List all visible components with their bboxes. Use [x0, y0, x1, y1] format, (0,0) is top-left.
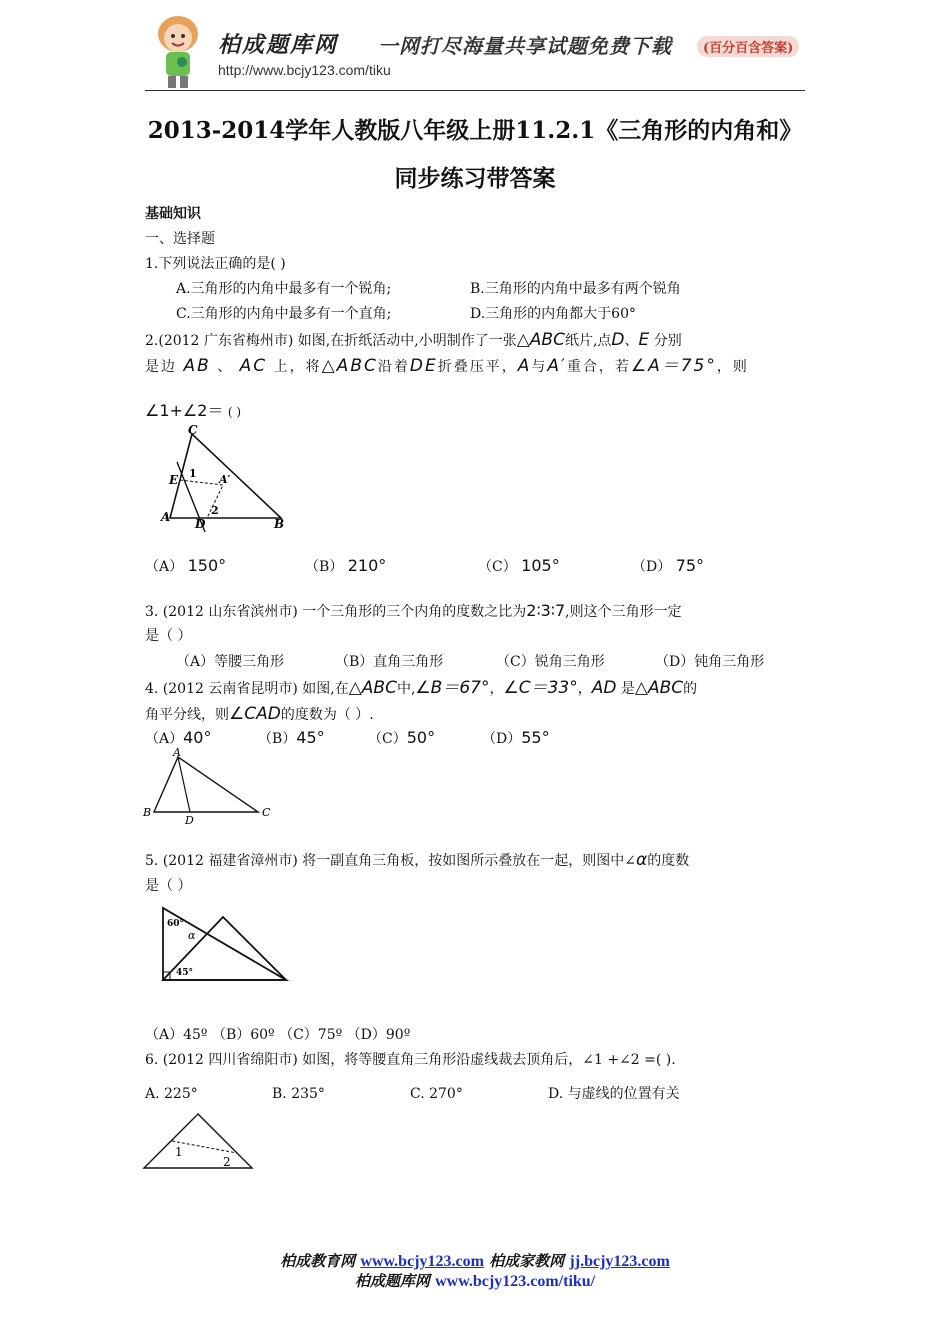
- q3-option-c: （C）锐角三角形: [496, 654, 605, 670]
- q4-option-c: [368, 728, 435, 749]
- q4-triangle: △ABC: [348, 678, 397, 698]
- q3-option-d: （D）钝角三角形: [655, 654, 765, 670]
- footer-link-tiku[interactable]: www.bcjy123.com/tiku/: [435, 1273, 596, 1290]
- q2-point-a-prime: A′: [547, 356, 567, 376]
- q5-text: 的度数: [647, 853, 690, 869]
- q2-line1: [145, 330, 682, 351]
- q4-text: 角平分线，则: [145, 707, 229, 723]
- q5-alpha: α: [636, 850, 648, 870]
- site-logo-mascot: [148, 10, 210, 90]
- q4-figure: [140, 745, 280, 827]
- q2-side-ab: AB: [183, 356, 211, 376]
- q3-ratio: 2∶3∶7: [526, 601, 566, 620]
- q5-fig-label-45: 45°: [176, 968, 194, 978]
- section-name: 基础知识: [145, 206, 201, 222]
- section-part: 一、选择题: [145, 231, 215, 247]
- q2-text: 沿着: [377, 359, 410, 375]
- q2-option-label: （C）: [478, 559, 517, 575]
- q2-text: 纸片,点: [564, 333, 612, 349]
- q4-angle-b: ∠B＝67°: [415, 678, 490, 698]
- q2-text: 上，将: [273, 359, 322, 375]
- q2-fig-label-e: E: [169, 473, 179, 487]
- q5-text: 5. (2012 福建省漳州市) 将一副直角三角板，按如图所示叠放在一起，则图中∠: [145, 853, 636, 869]
- q2-fig-label-1: 1: [189, 467, 197, 480]
- q4-option-label: （D）: [482, 731, 522, 747]
- footer-label: 柏成教育网: [280, 1252, 356, 1270]
- q4-option-label: （B）: [258, 731, 297, 747]
- q2-option-b: [305, 556, 386, 577]
- q6-figure-triangle: [144, 1114, 252, 1168]
- header-url[interactable]: http://www.bcjy123.com/tiku: [218, 62, 391, 78]
- footer-line2: [0, 1270, 950, 1291]
- q2-angle-a: ∠A＝75°: [630, 356, 717, 376]
- q2-fig-label-d: D: [195, 517, 206, 531]
- q6-figure: [140, 1110, 258, 1172]
- q1-option-b: B.三角形的内角中最多有两个锐角: [470, 281, 681, 297]
- q5-fig-label-alpha: α: [188, 929, 196, 942]
- q2-text: 、: [624, 333, 639, 349]
- q2-option-label: （D）: [632, 559, 672, 575]
- header-tag: (百分百含答案): [697, 36, 799, 57]
- q2-text: ，则: [716, 359, 749, 375]
- q3-line1: [145, 601, 682, 622]
- q4-option-value: 45°: [296, 728, 325, 747]
- q6-option-d: D. 与虚线的位置有关: [548, 1086, 680, 1102]
- q3-text: 3. (2012 山东省滨州市) 一个三角形的三个内角的度数之比为: [145, 604, 527, 620]
- q4-triangle: △ABC: [634, 678, 684, 698]
- q2-text: 、: [217, 359, 234, 375]
- footer-label: 柏成题库网: [354, 1272, 430, 1290]
- q4-angle-c: ∠C＝33°: [503, 678, 578, 698]
- q2-text: 是边: [145, 359, 177, 375]
- q4-line2: [145, 704, 374, 725]
- q5-options: （A）45º （B）60º （C）75º （D）90º: [145, 1027, 411, 1043]
- q2-text: 2.(2012 广东省梅州市) 如图,在折纸活动中,小明制作了一张: [145, 333, 517, 349]
- footer-link-tutor[interactable]: jj.bcjy123.com: [569, 1253, 670, 1270]
- page-title-line2: 同步练习带答案: [394, 165, 556, 192]
- q2-option-label: （B）: [305, 559, 344, 575]
- q6-fig-label-1: 1: [175, 1145, 183, 1159]
- q4-angle-cad: ∠CAD: [229, 704, 281, 724]
- q2-text: 折叠压平，: [437, 359, 518, 375]
- q4-figure-triangle: [154, 757, 258, 812]
- q4-fig-label-a: A: [173, 746, 181, 759]
- q5-fig-label-60: 60°: [167, 919, 185, 929]
- q5-line2: 是（ ）: [145, 878, 192, 894]
- q2-text: 分别: [653, 333, 682, 349]
- q2-ask: [145, 401, 241, 422]
- q2-option-value: 210°: [347, 556, 387, 575]
- q4-text: ，: [577, 681, 592, 697]
- q2-option-value: 75°: [675, 556, 705, 575]
- q4-fig-label-c: C: [262, 806, 271, 819]
- q4-option-value: 55°: [521, 728, 550, 747]
- q4-text: 的: [683, 681, 698, 697]
- q4-option-d: [482, 728, 550, 749]
- q1-option-d: D.三角形的内角都大于60°: [470, 306, 636, 322]
- footer-label: 柏成家教网: [489, 1252, 565, 1270]
- q2-fig-label-a: A: [161, 510, 171, 524]
- q2-figure: [155, 420, 295, 535]
- mascot-icon: [148, 10, 210, 90]
- q1-stem: 1.下列说法正确的是( ): [145, 256, 286, 272]
- q2-side-ac: AC: [239, 356, 268, 376]
- q3-option-b: （B）直角三角形: [335, 654, 444, 670]
- header-brand: 柏成题库网: [218, 32, 339, 58]
- q4-figure-bisector: [178, 757, 190, 812]
- q3-text: ,则这个三角形一定: [565, 604, 682, 620]
- q2-fig-label-b: B: [274, 517, 285, 531]
- q2-triangle: △ABC: [516, 330, 565, 350]
- q6-fig-label-2: 2: [223, 1155, 231, 1169]
- q4-text: ，: [489, 681, 504, 697]
- q6-option-a: A. 225°: [145, 1086, 198, 1102]
- q2-fig-label-c: C: [188, 423, 198, 437]
- q4-line1: [145, 678, 697, 699]
- header-slogan: 一网打尽海量共享试题免费下载: [378, 34, 672, 58]
- q2-option-label: （A）: [145, 559, 184, 575]
- q1-option-a: A.三角形的内角中最多有一个锐角;: [176, 281, 392, 297]
- q2-option-a: [145, 556, 226, 577]
- q2-point-e: E: [638, 330, 650, 350]
- q2-point-d: D: [611, 330, 625, 350]
- q6-option-b: B. 235°: [272, 1086, 325, 1102]
- q2-angle-sum: ∠1+∠2＝: [145, 401, 224, 420]
- q2-text: 与: [531, 359, 548, 375]
- q4-fig-label-d: D: [185, 814, 194, 827]
- q2-triangle: △ABC: [321, 356, 378, 376]
- q2-fig-label-a-prime: A′: [219, 473, 231, 486]
- q2-fig-label-2: 2: [211, 504, 219, 517]
- q2-paren: ( ): [227, 405, 242, 419]
- q2-line2: [145, 356, 749, 377]
- q4-text: 的度数为（ ）.: [280, 707, 374, 723]
- q2-line-de: DE: [409, 356, 438, 376]
- q2-option-d: [632, 556, 704, 577]
- q4-option-label: （A）: [145, 731, 184, 747]
- q2-text: 重合，若: [566, 359, 631, 375]
- q2-point-a: A: [517, 356, 532, 376]
- q4-text: 4. (2012 云南省昆明市) 如图,在: [145, 681, 349, 697]
- q2-option-value: 150°: [187, 556, 227, 575]
- page-title-line1: 2013-2014学年人教版八年级上册11.2.1《三角形的内角和》: [147, 117, 803, 144]
- footer-line1: [0, 1250, 950, 1271]
- header-divider: [145, 90, 805, 91]
- q4-option-value: 40°: [183, 728, 212, 747]
- q2-option-c: [478, 556, 560, 577]
- q3-line2: 是（ ）: [145, 628, 192, 644]
- q5-figure: [158, 900, 293, 985]
- q2-option-value: 105°: [521, 556, 560, 575]
- q6-option-c: C. 270°: [410, 1086, 463, 1102]
- q4-option-value: 50°: [406, 728, 436, 747]
- q6-stem: 6. (2012 四川省绵阳市) 如图，将等腰直角三角形沿虚线裁去顶角后，∠1 +∠2 =( ).: [145, 1052, 676, 1068]
- q4-text: 是: [620, 681, 635, 697]
- q1-option-c: C.三角形的内角中最多有一个直角;: [176, 306, 392, 322]
- footer-link-edu[interactable]: www.bcjy123.com: [360, 1253, 484, 1270]
- q3-option-a: （A）等腰三角形: [176, 654, 285, 670]
- q4-text: 中,: [396, 681, 416, 697]
- q4-fig-label-b: B: [143, 806, 152, 819]
- q4-segment-ad: AD: [591, 678, 617, 698]
- q4-option-label: （C）: [368, 731, 407, 747]
- q5-line1: [145, 850, 689, 871]
